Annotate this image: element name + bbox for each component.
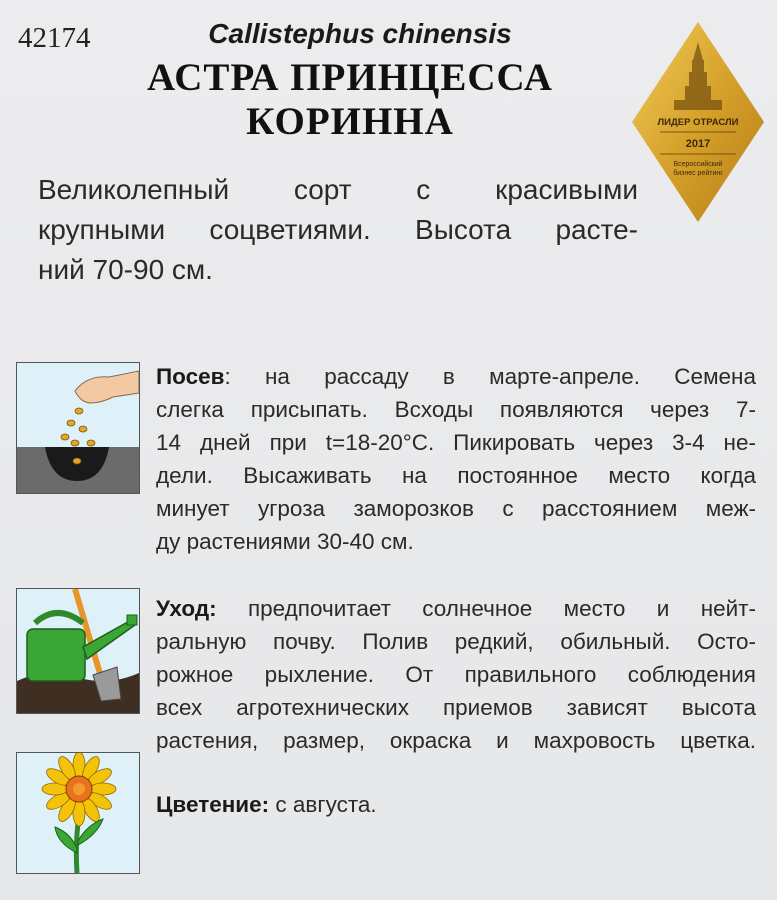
industry-leader-badge-icon	[630, 20, 766, 224]
page-title	[110, 56, 590, 144]
sowing-line-1	[156, 360, 756, 393]
care-line-1	[156, 592, 756, 625]
flowering-line	[156, 788, 756, 821]
care-line-5: растения, размер, окраска и махровость цветка.	[156, 728, 756, 753]
flowering-section	[156, 788, 756, 821]
sowing-line-5: минует угроза заморозков с расстоянием меж-	[156, 496, 756, 521]
sowing-line-4: дели. Высаживать на постоянное место когда	[156, 463, 756, 488]
variety-description	[38, 170, 638, 290]
title-line-2: КОРИННА	[246, 100, 454, 143]
sowing-label: Посев	[156, 364, 225, 389]
latin-name: Callistephus chinensis	[208, 18, 512, 49]
care-section	[156, 592, 756, 757]
flowering-rest: с августа.	[269, 792, 377, 817]
watering-can-hoe-icon	[16, 588, 140, 714]
badge-line-3b: бизнес рейтинг	[673, 170, 723, 177]
badge-line-1: ЛИДЕР ОТРАСЛИ	[657, 117, 739, 128]
intro-line-3: ний 70-90 см.	[38, 254, 213, 285]
sowing-line-6: ду растениями 30-40 см.	[156, 529, 414, 554]
care-line-2: ральную почву. Полив редкий, обильный. Осто-	[156, 629, 756, 654]
flowering-label: Цветение:	[156, 792, 270, 817]
care-line-3: рожное рыхление. От правильного соблюдения	[156, 662, 756, 687]
badge-line-3a: Всероссийский	[673, 161, 723, 168]
title-line-1: АСТРА ПРИНЦЕССА	[147, 56, 553, 99]
care-label: Уход:	[156, 596, 217, 621]
badge-year: 2017	[685, 138, 711, 150]
intro-line-1: Великолепный сорт с красивыми	[38, 174, 638, 205]
sowing-line-3: 14 дней при t=18-20°C. Пикировать через 3-4 не-	[156, 430, 756, 455]
sowing-line-2: слегка присыпать. Всходы появляются через 7-	[156, 397, 756, 422]
sowing-section	[156, 360, 756, 558]
intro-line-2: крупными соцветиями. Высота расте-	[38, 214, 638, 245]
care-first-rest: предпочитает солнечное место и нейт-	[216, 596, 756, 621]
product-code: 42174	[18, 22, 91, 54]
care-line-4: всех агротехнических приемов зависят высота	[156, 695, 756, 720]
sowing-first-rest: : на рассаду в марте-апреле. Семена	[224, 364, 756, 389]
sowing-hand-seeds-icon	[16, 362, 140, 494]
flower-icon	[16, 752, 140, 874]
